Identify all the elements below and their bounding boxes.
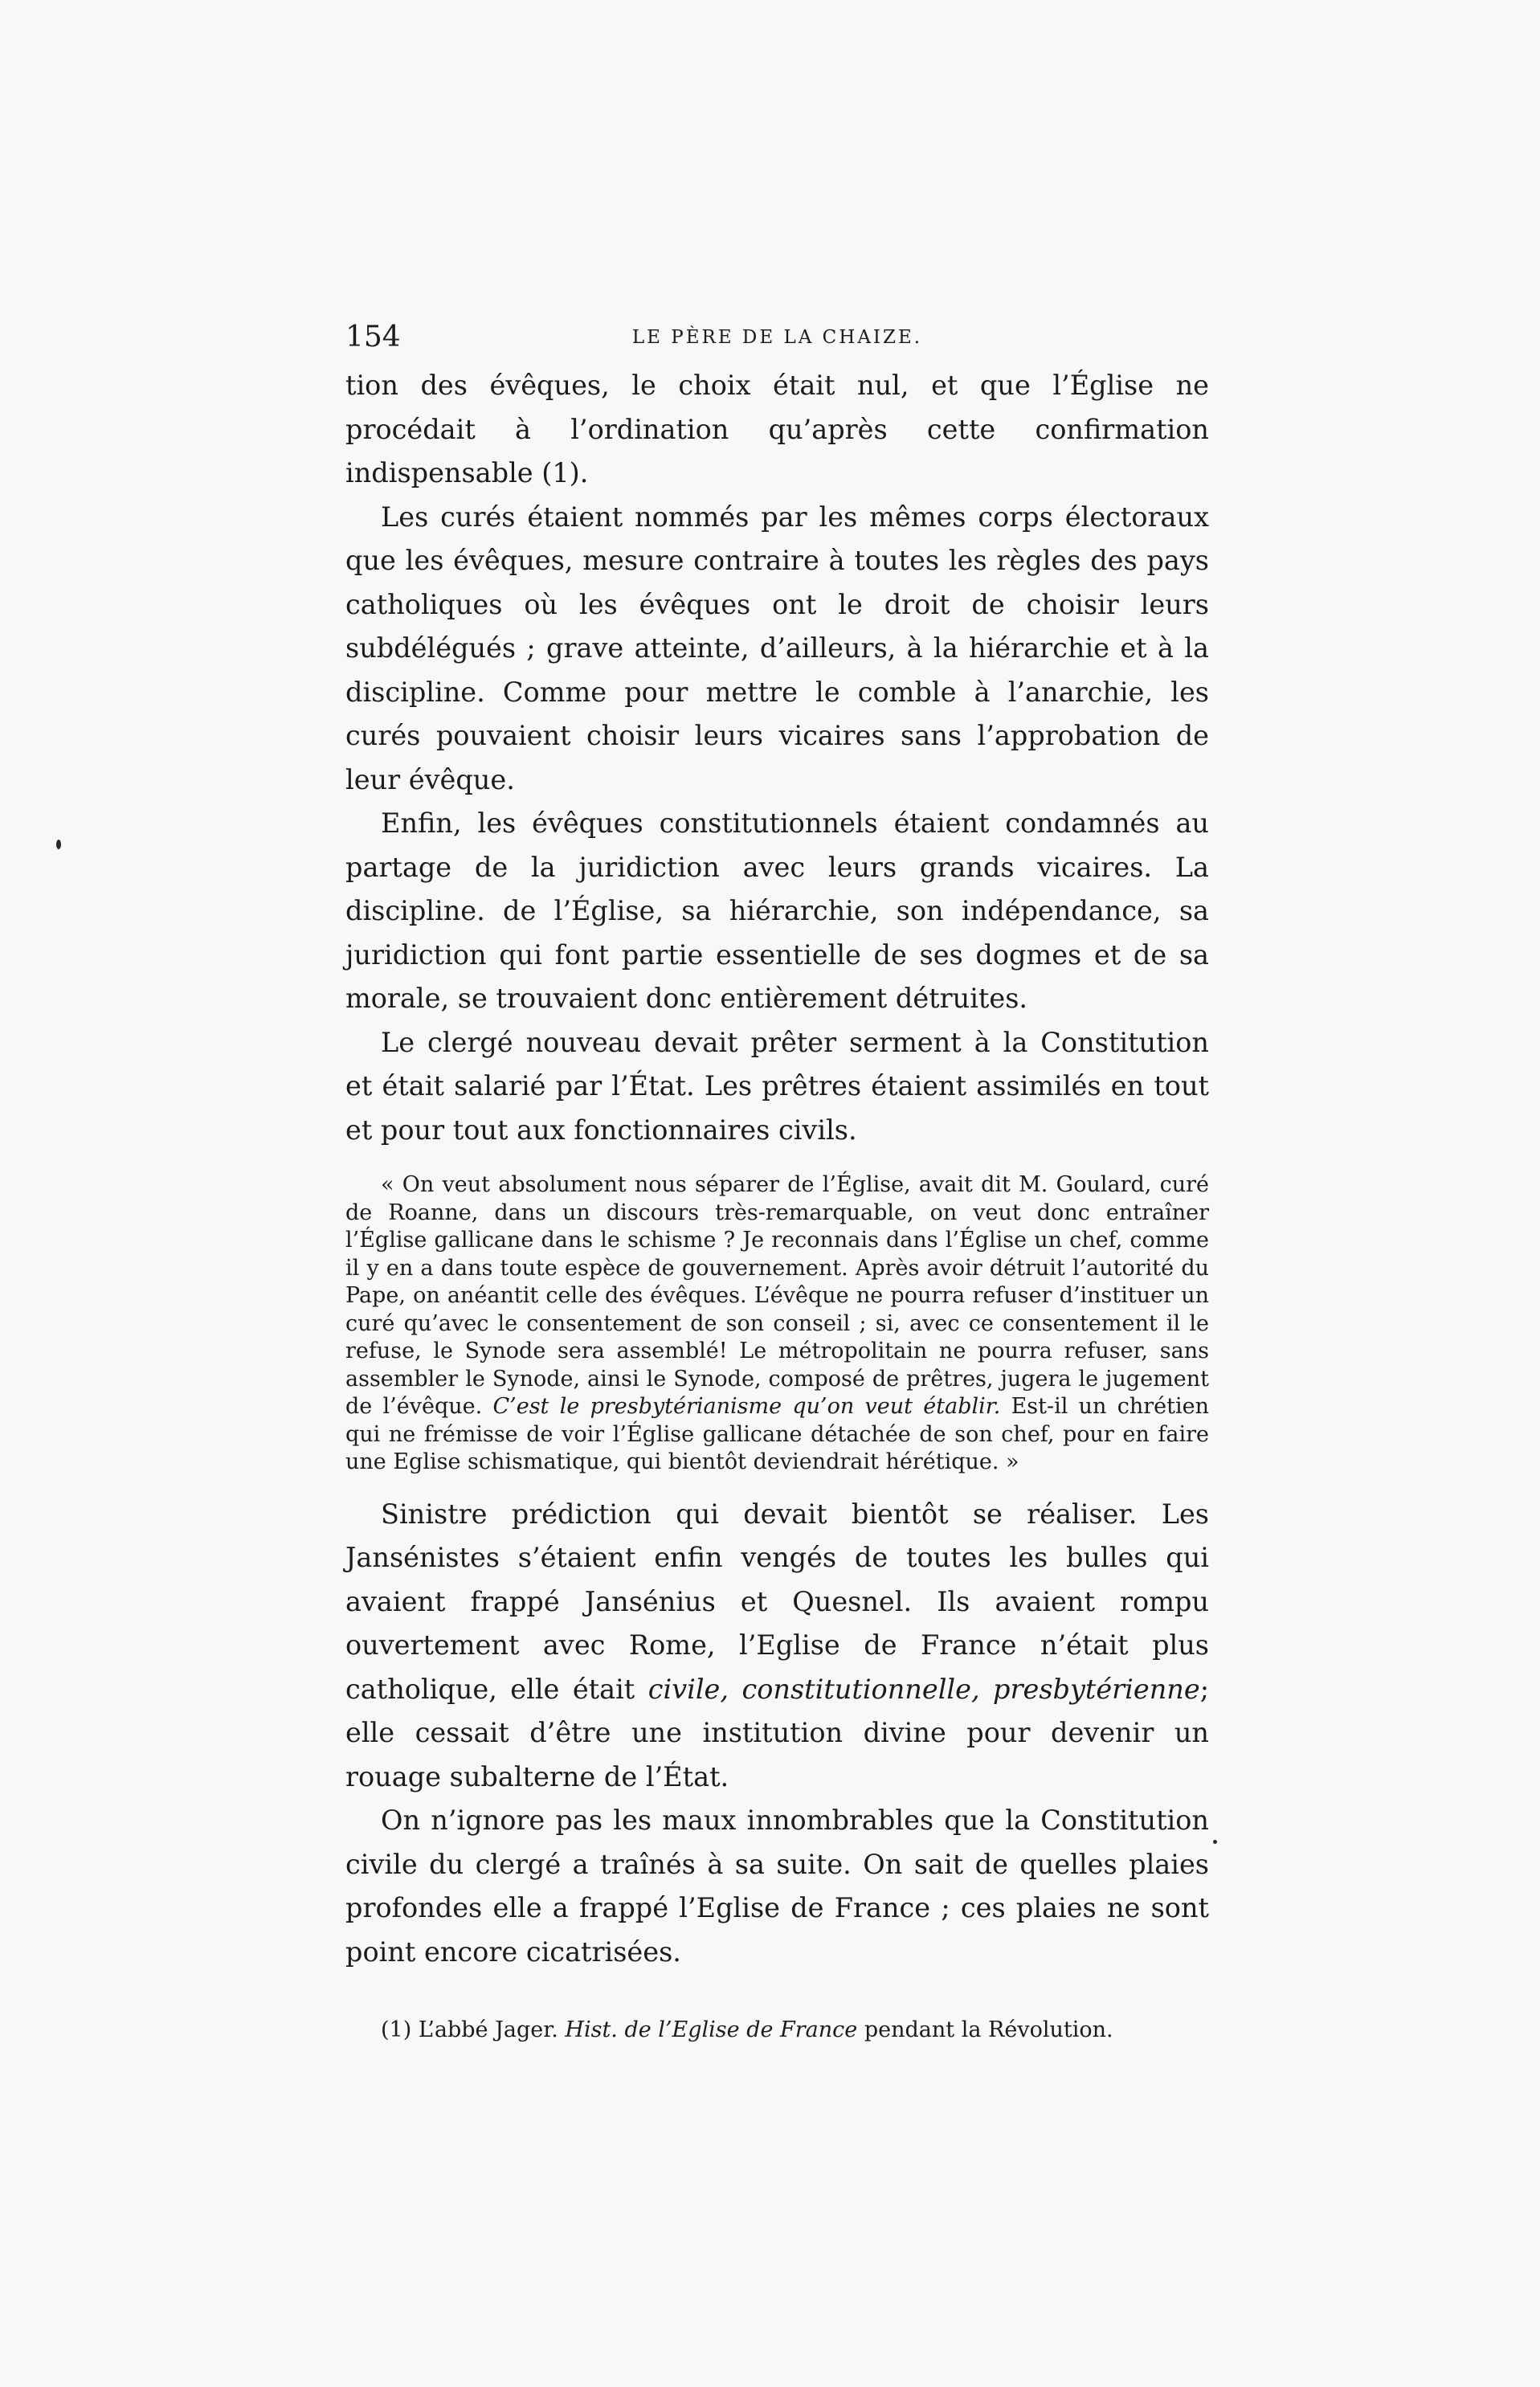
quote-text-part-1: « On veut absolument nous séparer de l’Église, avait dit M. Goulard, curé de Roanne, dans un discours très-remarquable, on veut donc entraîner l’Église gallicane dans le schisme ? Je reconnais dans l’Église un chef, comme il y en a dans toute espèce de gouvernement. Après avoir détruit l’autorité du Pape, on anéantit celle des évêques. L’évêque ne pourra refuser d’instituer un curé qu’avec le consentement de son conseil ; si, avec ce consentement il le refuse, le Synode sera assemblé! Le métropolitain ne pourra refuser, sans assembler le Synode, ainsi le Synode, composé de prêtres, jugera le jugement de l’évêque. xyxy=(345,1172,1209,1419)
running-title: LE PÈRE DE LA CHAIZE. xyxy=(631,327,923,348)
footnote xyxy=(345,2016,1209,2045)
paragraph-5 xyxy=(345,1493,1209,1800)
margin-speck xyxy=(1213,1840,1217,1844)
page-header xyxy=(345,317,1209,358)
paragraph-4: Le clergé nouveau devait prêter serment à la Constitution et était salarié par l’État. Les prêtres étaient assimilés en tout et pour tout aux fonctionnaires civils. xyxy=(345,1026,1209,1146)
paragraph-5-part-2: ; elle cessait d’être une institution divine pour devenir un rouage subalterne de l’État. xyxy=(345,1673,1209,1792)
footnote-italic: Hist. de l’Eglise de France xyxy=(565,2017,858,2042)
margin-speck xyxy=(56,840,61,849)
footnote-part-1: (1) L’abbé Jager. xyxy=(381,2017,558,2042)
footnote-part-2: pendant la Révolution. xyxy=(864,2017,1113,2042)
paragraph-5-part-1: Sinistre prédiction qui devait bientôt se réaliser. Les Jansénistes s’étaient enfin vengés de toutes les bulles qui avaient frappé Jansénius et Quesnel. Ils avaient rompu ouvertement avec Rome, l’Eglise de France n’était plus catholique, elle était xyxy=(345,1498,1209,1705)
paragraph-3: Enfin, les évêques constitutionnels étaient condamnés au partage de la juridiction avec leurs grands vicaires. La discipline. de l’Église, sa hiérarchie, son indépendance, sa juridiction qui font partie essentielle de ses dogmes et de sa morale, se trouvaient donc entièrement détruites. xyxy=(345,807,1209,1014)
paragraph-1: tion des évêques, le choix était nul, et que l’Église ne procédait à l’ordination qu’après cette confirmation indispensable (1). xyxy=(345,370,1209,488)
quote-italic: C’est le presbytérianisme qu’on veut établir. xyxy=(492,1394,1001,1419)
quote-text xyxy=(345,1171,1209,1477)
paragraph-5-italic: civile, constitutionnelle, presbytérienne xyxy=(647,1673,1200,1705)
paragraph-6: On n’ignore pas les maux innombrables que la Constitution civile du clergé a traînés à sa suite. On sait de quelles plaies profondes elle a frappé l’Eglise de France ; ces plaies ne sont point encore cicatrisées. xyxy=(345,1805,1209,1968)
book-page xyxy=(345,317,1209,2045)
body-text xyxy=(345,364,1209,1974)
block-quote xyxy=(345,1171,1209,1477)
page-number: 154 xyxy=(345,321,401,354)
paragraph-2: Les curés étaient nommés par les mêmes corps électoraux que les évêques, mesure contraire à toutes les règles des pays catholiques où les évêques ont le droit de choisir leurs subdélégués ; grave atteinte, d’ailleurs, à la hiérarchie et à la discipline. Comme pour mettre le comble à l’anarchie, les curés pouvaient choisir leurs vicaires sans l’approbation de leur évêque. xyxy=(345,501,1209,795)
quote-text-part-2: Est-il un chrétien qui ne frémisse de voir l’Église gallicane détachée de son chef, pour en faire une Eglise schismatique, qui bientôt deviendrait hérétique. » xyxy=(345,1394,1209,1474)
